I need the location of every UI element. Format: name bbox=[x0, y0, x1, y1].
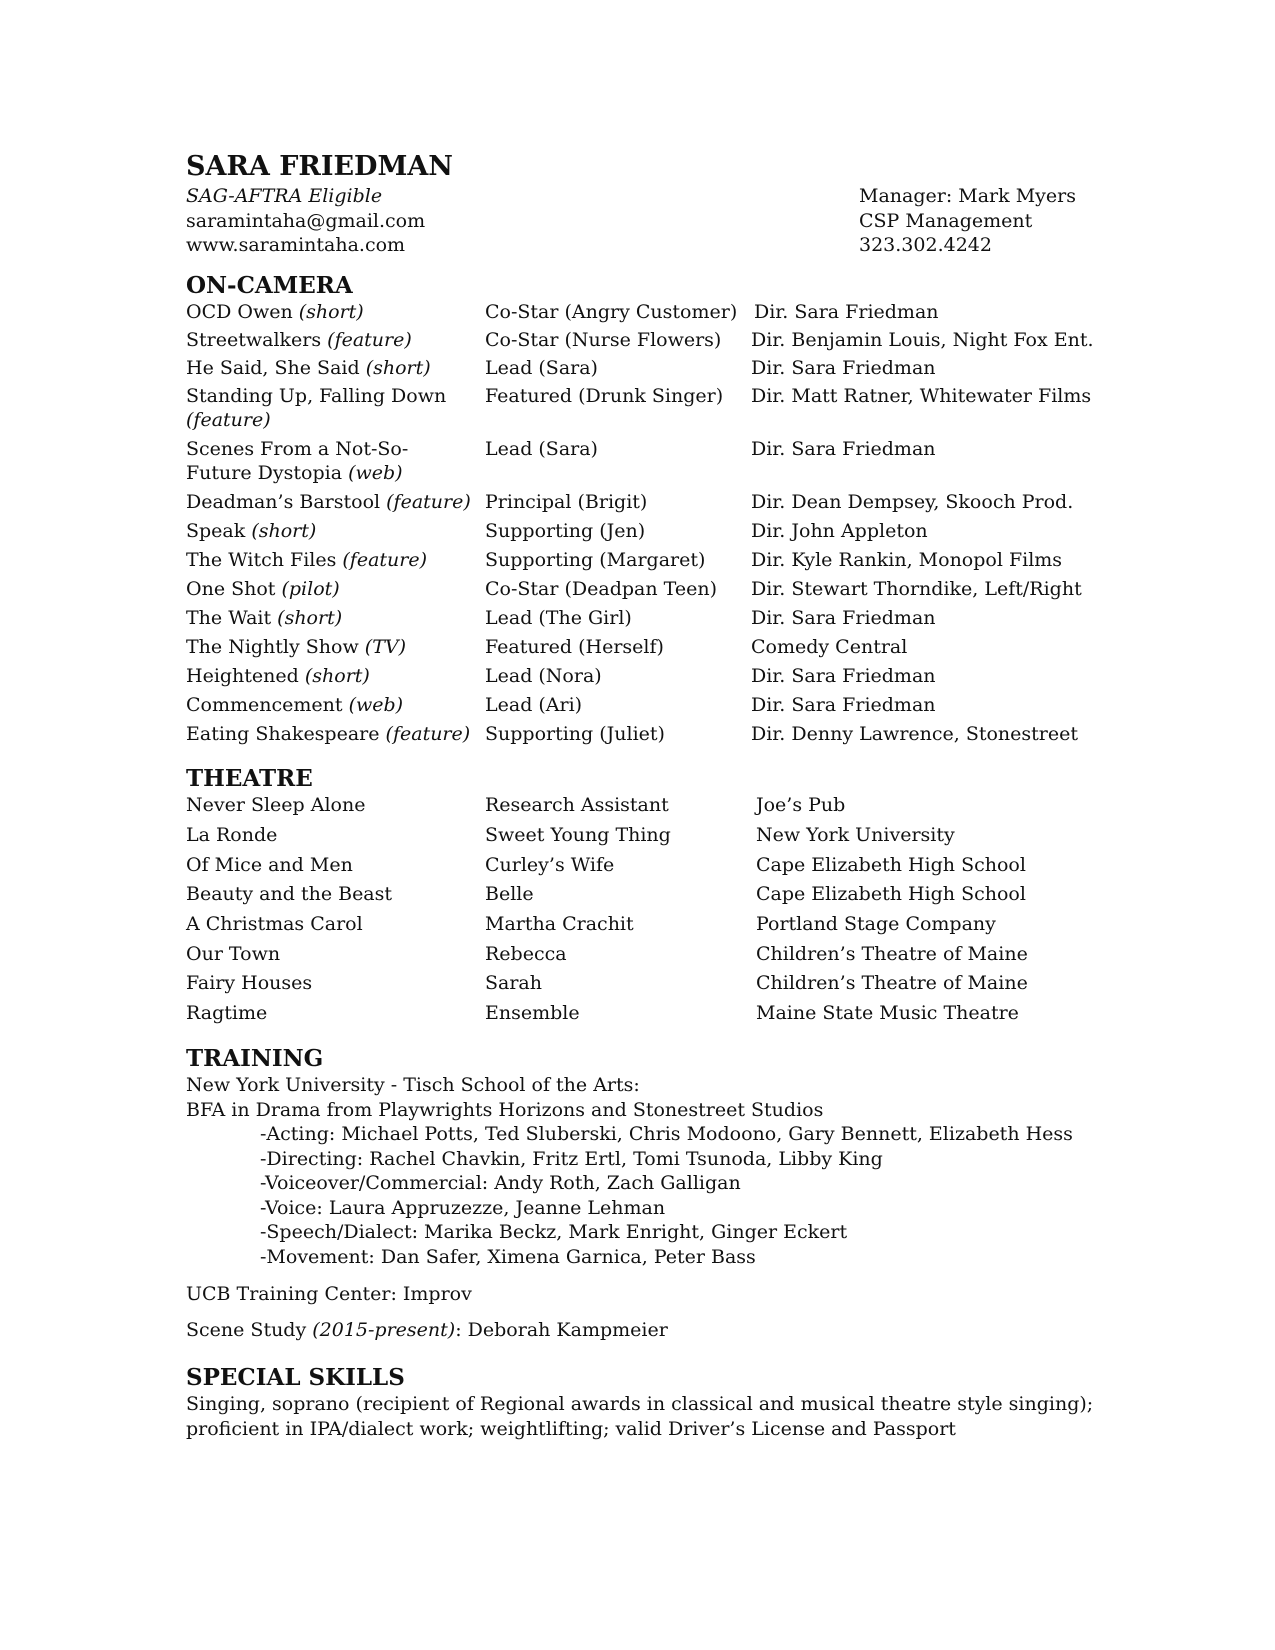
credit-role: Lead (Sara) bbox=[485, 357, 598, 379]
theatre-role: Sweet Young Thing bbox=[485, 824, 671, 846]
credit-title: The Nightly Show (TV) bbox=[186, 636, 407, 658]
training-degree: BFA in Drama from Playwrights Horizons and Stonestreet Studios bbox=[186, 1098, 824, 1121]
theatre-title: THEATRE bbox=[186, 765, 313, 792]
credit-title: Deadman’s Barstool (feature) bbox=[186, 491, 471, 513]
contact-header bbox=[186, 184, 1076, 258]
union-status: SAG-AFTRA Eligible bbox=[186, 185, 383, 207]
theatre-venue: Cape Elizabeth High School bbox=[756, 883, 1026, 905]
credit-director: Dir. Sara Friedman bbox=[751, 665, 936, 687]
credit-row bbox=[186, 437, 1076, 485]
credit-row bbox=[186, 300, 1076, 324]
credit-row bbox=[186, 490, 1076, 514]
training-scene-study: Scene Study (2015-present): Deborah Kampmeier bbox=[186, 1318, 668, 1341]
manager-info bbox=[859, 184, 1076, 258]
credit-title: Eating Shakespeare (feature) bbox=[186, 723, 471, 745]
credit-row bbox=[186, 384, 1092, 432]
credit-row bbox=[186, 548, 1076, 572]
credit-row bbox=[186, 693, 1076, 717]
theatre-role: Rebecca bbox=[485, 943, 567, 965]
theatre-row bbox=[186, 971, 1076, 995]
credit-row bbox=[186, 606, 1076, 630]
credit-row bbox=[186, 664, 1076, 688]
theatre-venue: New York University bbox=[756, 824, 955, 846]
credit-director: Dir. Denny Lawrence, Stonestreet bbox=[751, 723, 1079, 745]
management-company: CSP Management bbox=[859, 209, 1033, 232]
theatre-list bbox=[186, 793, 1076, 1025]
credit-role: Co-Star (Deadpan Teen) bbox=[485, 578, 717, 600]
theatre-venue: Cape Elizabeth High School bbox=[756, 854, 1026, 876]
credit-title: Speak (short) bbox=[186, 520, 317, 542]
training-teachers-acting: -Acting: Michael Potts, Ted Sluberski, Chris Modoono, Gary Bennett, Elizabeth Hess bbox=[260, 1123, 1073, 1145]
theatre-row bbox=[186, 823, 1076, 847]
credit-role: Principal (Brigit) bbox=[485, 491, 648, 513]
theatre-venue: Children’s Theatre of Maine bbox=[756, 943, 1028, 965]
credit-role: Lead (Ari) bbox=[485, 694, 583, 716]
theatre-role: Belle bbox=[485, 883, 534, 905]
website: www.saramintaha.com bbox=[186, 234, 406, 256]
theatre-row bbox=[186, 1001, 1076, 1025]
theatre-show: Of Mice and Men bbox=[186, 854, 353, 876]
skills-title: SPECIAL SKILLS bbox=[186, 1364, 405, 1391]
credit-director: Dir. Sara Friedman bbox=[751, 357, 936, 379]
theatre-show: Fairy Houses bbox=[186, 972, 313, 994]
theatre-role: Research Assistant bbox=[485, 794, 669, 816]
training-block bbox=[186, 1073, 1076, 1342]
credit-role: Supporting (Margaret) bbox=[485, 549, 706, 571]
theatre-show: Ragtime bbox=[186, 1002, 268, 1024]
training-teachers-voice: -Voice: Laura Appruzezze, Jeanne Lehman bbox=[260, 1196, 666, 1219]
credit-role: Supporting (Jen) bbox=[485, 520, 646, 542]
credit-title: One Shot (pilot) bbox=[186, 578, 340, 600]
theatre-row bbox=[186, 793, 1076, 817]
credit-director: Dir. Matt Ratner, Whitewater Films bbox=[751, 385, 1092, 407]
credit-role: Co-Star (Nurse Flowers) bbox=[485, 329, 722, 351]
credit-role: Featured (Herself) bbox=[485, 636, 664, 658]
credit-title: Commencement (web) bbox=[186, 694, 404, 716]
theatre-row bbox=[186, 853, 1076, 877]
credit-role: Lead (Sara) bbox=[485, 438, 598, 460]
credit-row bbox=[186, 577, 1082, 601]
credit-title: Heightened (short) bbox=[186, 665, 370, 687]
credit-row bbox=[186, 356, 1076, 380]
credit-director: Dir. Sara Friedman bbox=[751, 607, 936, 629]
credit-row bbox=[186, 519, 1076, 543]
credit-title: OCD Owen (short) bbox=[186, 301, 364, 323]
theatre-show: Never Sleep Alone bbox=[186, 794, 366, 816]
training-teachers-speech: -Speech/Dialect: Marika Beckz, Mark Enright, Ginger Eckert bbox=[260, 1221, 848, 1243]
manager-phone: 323.302.4242 bbox=[859, 234, 992, 256]
theatre-row bbox=[186, 882, 1076, 906]
skills-line: proficient in IPA/dialect work; weightlifting; valid Driver’s License and Passport bbox=[186, 1417, 956, 1440]
theatre-role: Sarah bbox=[485, 972, 542, 994]
theatre-show: Our Town bbox=[186, 943, 281, 965]
theatre-show: A Christmas Carol bbox=[186, 913, 363, 935]
credit-director: Dir. Kyle Rankin, Monopol Films bbox=[751, 549, 1063, 571]
on-camera-title: ON-CAMERA bbox=[186, 272, 353, 299]
credit-row bbox=[186, 722, 1079, 746]
credit-director: Dir. Dean Dempsey, Skooch Prod. bbox=[751, 491, 1074, 513]
credit-role: Co-Star (Angry Customer) bbox=[485, 301, 738, 323]
skills-text bbox=[186, 1392, 1094, 1441]
email: saramintaha@gmail.com bbox=[186, 209, 426, 232]
theatre-show: La Ronde bbox=[186, 824, 278, 846]
credit-title: Streetwalkers (feature) bbox=[186, 329, 412, 351]
credit-title: The Wait (short) bbox=[186, 607, 343, 629]
theatre-venue: Joe’s Pub bbox=[756, 794, 846, 816]
training-ucb: UCB Training Center: Improv bbox=[186, 1283, 472, 1305]
skills-line: Singing, soprano (recipient of Regional awards in classical and musical theatre style singing); bbox=[186, 1393, 1094, 1415]
theatre-venue: Portland Stage Company bbox=[756, 913, 996, 935]
theatre-role: Martha Crachit bbox=[485, 913, 634, 935]
credit-role: Supporting (Juliet) bbox=[485, 723, 665, 745]
credit-director: Dir. Sara Friedman bbox=[751, 438, 936, 460]
credit-director: Dir. Benjamin Louis, Night Fox Ent. bbox=[751, 329, 1094, 351]
contact-left bbox=[186, 184, 425, 258]
theatre-role: Curley’s Wife bbox=[485, 854, 615, 876]
manager-name: Manager: Mark Myers bbox=[859, 185, 1076, 207]
credit-title: He Said, She Said (short) bbox=[186, 357, 431, 379]
credit-title: The Witch Files (feature) bbox=[186, 549, 428, 571]
actor-name: SARA FRIEDMAN bbox=[186, 151, 453, 182]
resume-page bbox=[186, 150, 1094, 1441]
on-camera-list bbox=[186, 300, 1094, 746]
credit-director: Dir. John Appleton bbox=[751, 520, 928, 542]
training-teachers-directing: -Directing: Rachel Chavkin, Fritz Ertl, Tomi Tsunoda, Libby King bbox=[260, 1147, 883, 1170]
credit-row bbox=[186, 328, 1094, 352]
credit-role: Lead (Nora) bbox=[485, 665, 602, 687]
theatre-row bbox=[186, 942, 1076, 966]
training-teachers-voiceover: -Voiceover/Commercial: Andy Roth, Zach Galligan bbox=[260, 1172, 741, 1194]
theatre-venue: Children’s Theatre of Maine bbox=[756, 972, 1028, 994]
theatre-role: Ensemble bbox=[485, 1002, 580, 1024]
credit-director: Dir. Stewart Thorndike, Left/Right bbox=[751, 578, 1082, 600]
credit-role: Featured (Drunk Singer) bbox=[485, 385, 724, 407]
training-teachers-movement: -Movement: Dan Safer, Ximena Garnica, Peter Bass bbox=[260, 1245, 756, 1268]
theatre-row bbox=[186, 912, 1076, 936]
credit-title: Scenes From a Not-So- Future Dystopia (web) bbox=[186, 438, 409, 484]
credit-director: Dir. Sara Friedman bbox=[751, 694, 936, 716]
credit-row bbox=[186, 635, 1076, 659]
training-school: New York University - Tisch School of the Arts: bbox=[186, 1074, 640, 1096]
theatre-venue: Maine State Music Theatre bbox=[756, 1002, 1019, 1024]
credit-director: Comedy Central bbox=[751, 636, 908, 658]
credit-role: Lead (The Girl) bbox=[485, 607, 632, 629]
training-title: TRAINING bbox=[186, 1045, 324, 1072]
credit-director: Dir. Sara Friedman bbox=[754, 301, 939, 323]
credit-title: Standing Up, Falling Down (feature) bbox=[186, 385, 447, 431]
theatre-show: Beauty and the Beast bbox=[186, 883, 393, 905]
